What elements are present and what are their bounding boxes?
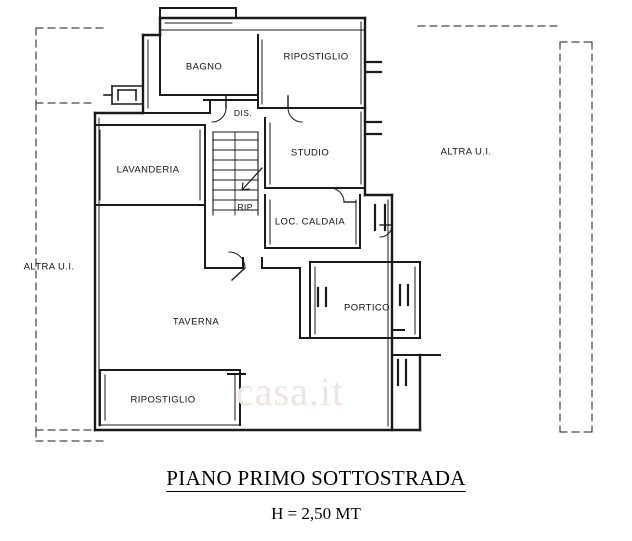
room-label-rip: RIP. (237, 202, 255, 212)
room-label-altra-ui-right: ALTRA U.I. (440, 146, 492, 158)
stair-direction-arrow (242, 168, 262, 190)
plan-title-text: PIANO PRIMO SOTTOSTRADA (166, 466, 466, 490)
room-label-ripostiglio-basso: RIPOSTIGLIO (130, 394, 196, 406)
entrance-detail (104, 86, 143, 104)
room-label-bagno: BAGNO (185, 61, 223, 73)
watermark: casa.it (236, 369, 345, 414)
room-label-taverna: TAVERNA (172, 316, 220, 328)
openings (204, 100, 245, 374)
room-label-portico: PORTICO (344, 302, 390, 314)
plan-title (0, 466, 632, 491)
room-label-altra-ui-left: ALTRA U.I. (23, 261, 75, 273)
room-label-dis: DIS. (233, 108, 253, 118)
room-label-loc-caldaia: LOC. CALDAIA (274, 216, 346, 228)
room-label-ripostiglio-alto: RIPOSTIGLIO (283, 51, 349, 63)
plan-height-note: H = 2,50 MT (271, 504, 361, 523)
room-label-lavanderia: LAVANDERIA (116, 164, 180, 176)
room-label-studio: STUDIO (290, 147, 330, 159)
